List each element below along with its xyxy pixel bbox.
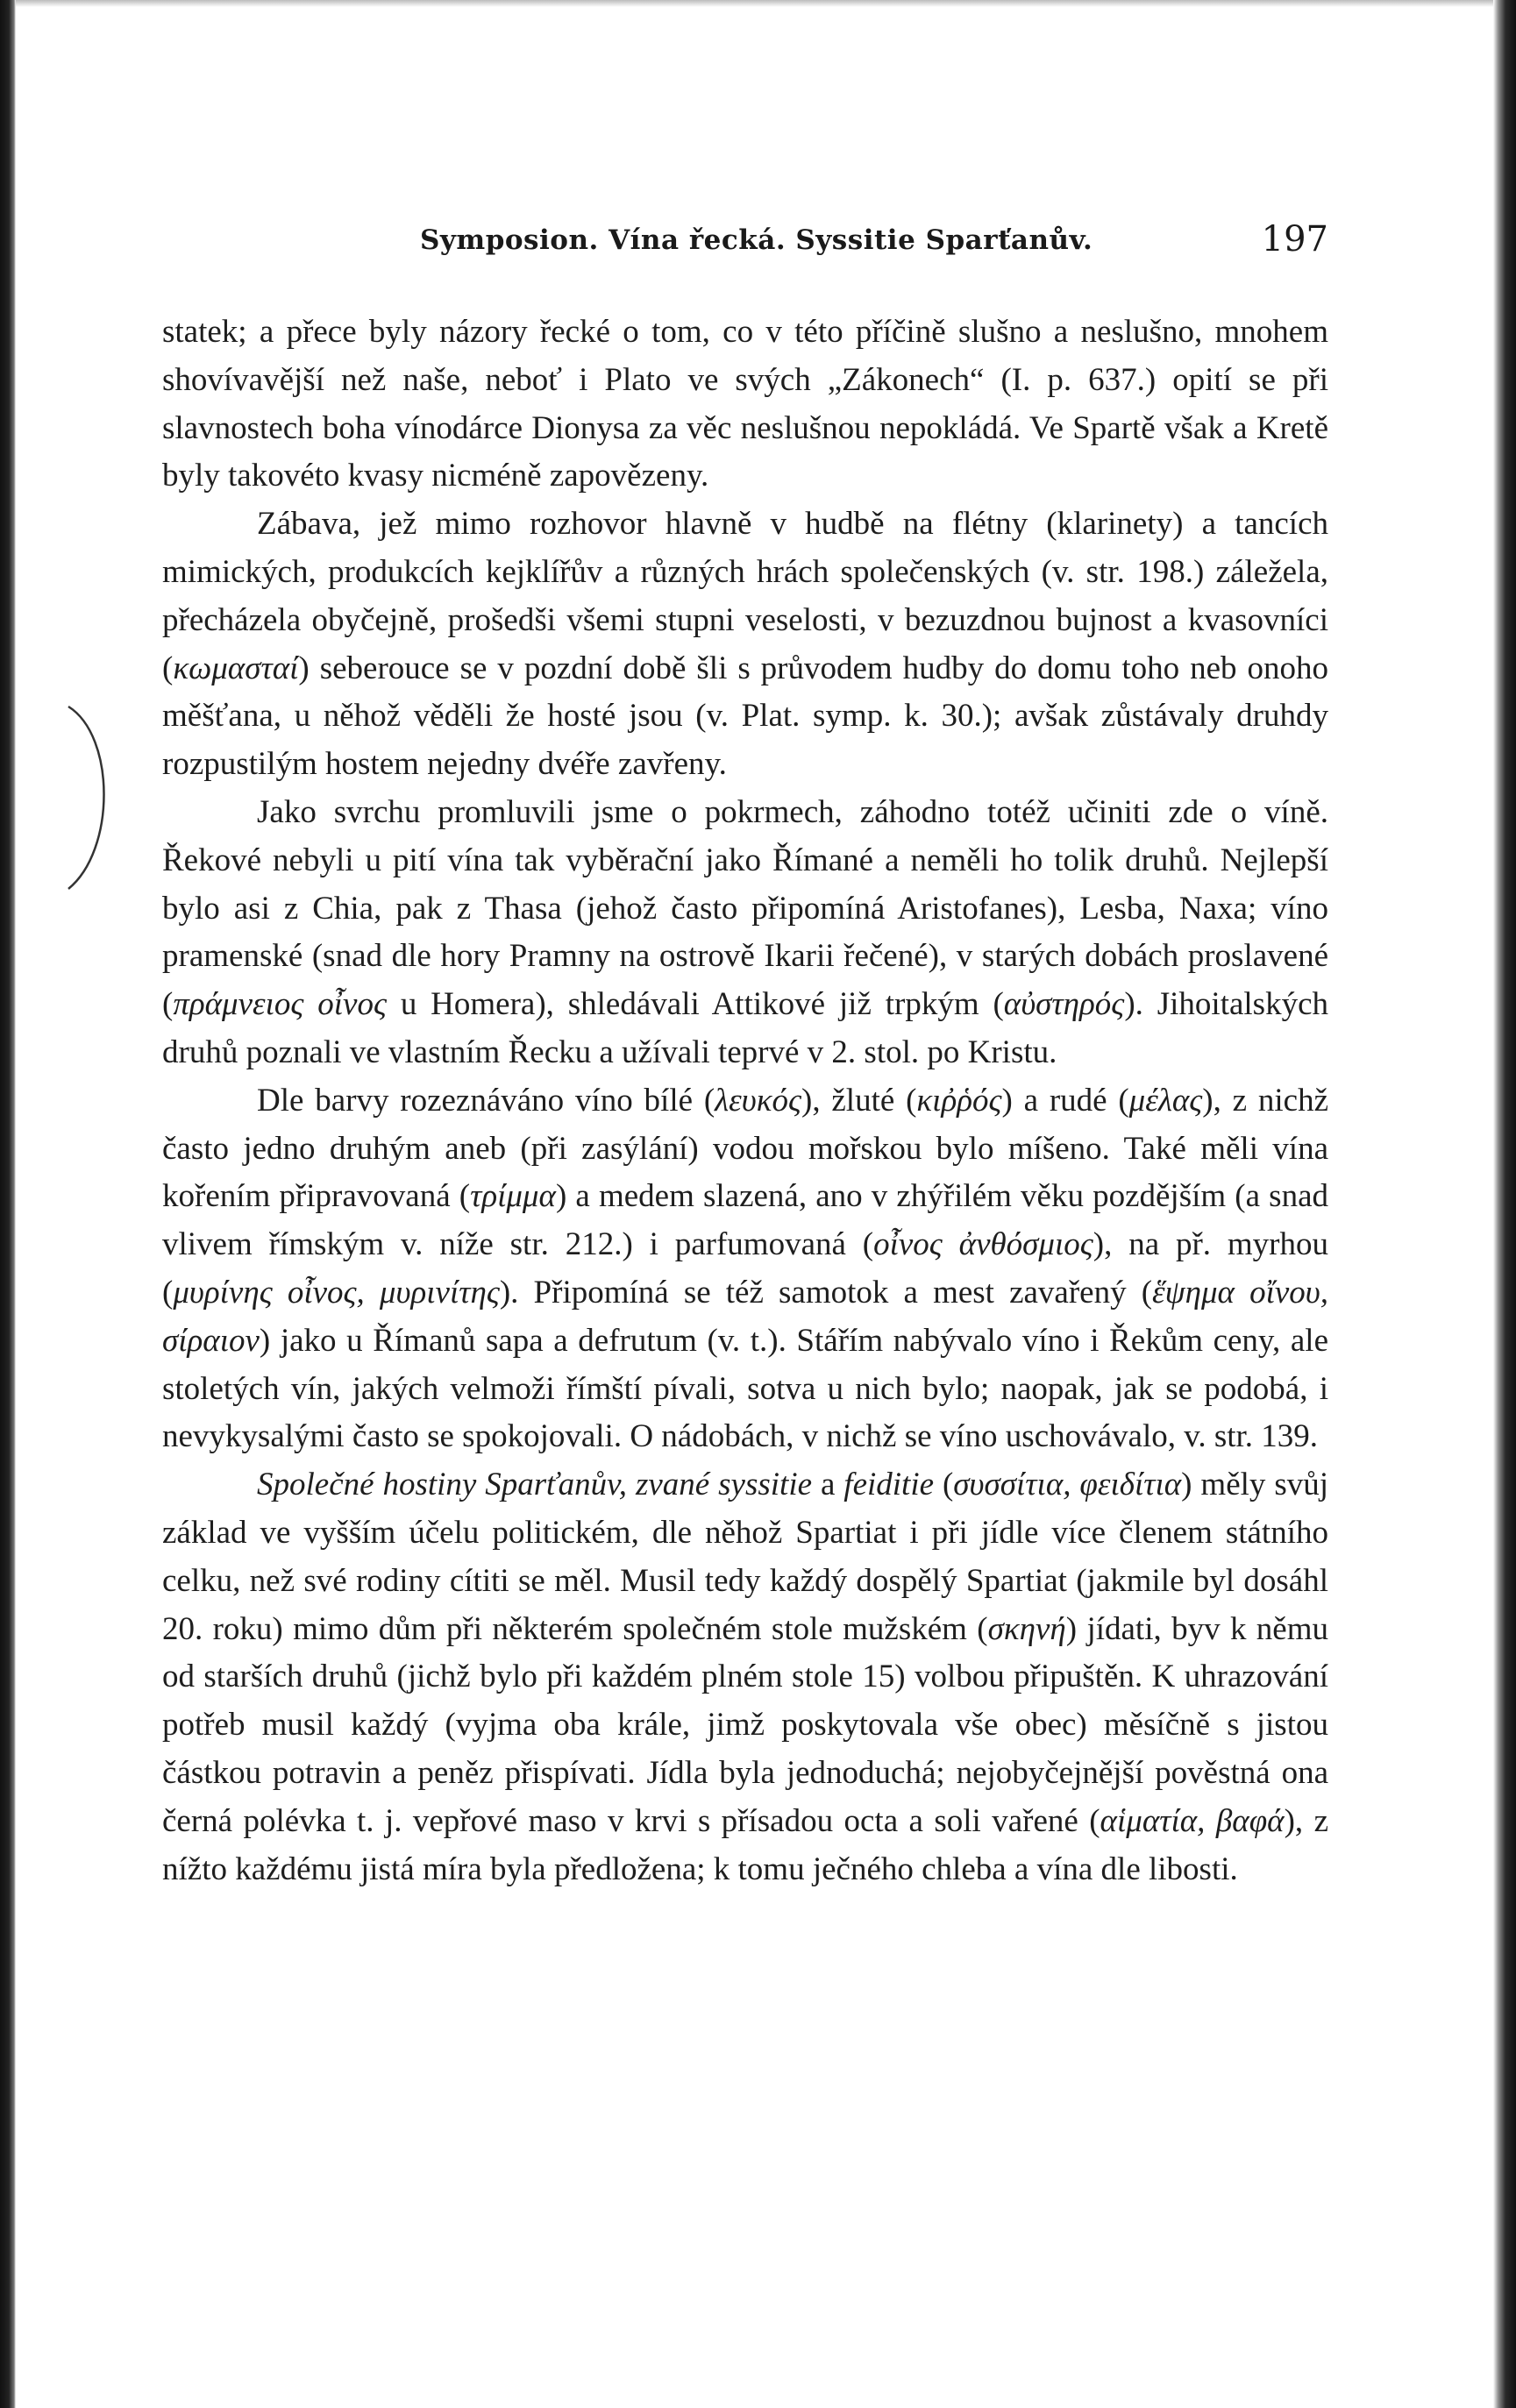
text-run: ) jídati, byv k němu od starších druhů (jichž bylo při každém plném stole 15) volbou připuštěn. K uhrazování potřeb musil každý (vyjma oba krále, jimž poskytovala vše obec) měsíčně s jistou částkou potravin a peněz přispívati. Jídla byla jednoduchá; nejobyčejnější pověstná ona černá polévka t. j. vepřové maso v krvi s přísadou octa a soli vařené ( xyxy=(162,1610,1328,1839)
greek-term: τρίμμα xyxy=(470,1178,556,1215)
running-title: Symposion. Vína řecká. Syssitie Sparťanův. xyxy=(420,224,1093,256)
text-run: ), na př. myrhou ( xyxy=(162,1226,1328,1311)
text-run: ). Jihoitalských druhů poznali ve vlastním Řecku a užívali teprvé v 2. stol. po Kristu. xyxy=(162,986,1328,1070)
greek-term: ἕψημα οἴνου, σίραιον xyxy=(162,1274,1328,1359)
text-run: ) a rudé ( xyxy=(1001,1082,1129,1119)
paragraph xyxy=(162,1077,1328,1461)
text-run: ) měly svůj základ ve vyšším účelu politickém, dle něhož Spartiat i při jídle více členem státního celku, než své rodiny cítiti se měl. Musil tedy každý dospělý Spartiat (jakmile byl dosáhl 20. roku) mimo dům při některém společném stole mužském ( xyxy=(162,1467,1328,1647)
text-run: ) a medem slazená, ano v zhýřilém věku pozdějším (a snad vlivem římským v. níže str. 212.) i parfumovaná ( xyxy=(162,1178,1328,1263)
greek-term: σκηνή xyxy=(987,1610,1066,1647)
paragraph xyxy=(162,309,1328,501)
paragraph xyxy=(162,789,1328,1077)
emphasized-term: Společné hostiny Sparťanův, zvané syssitie xyxy=(257,1467,813,1503)
greek-term: κιῤῥός xyxy=(916,1082,1002,1119)
greek-term: μέλας xyxy=(1128,1082,1203,1119)
text-run: a xyxy=(812,1467,844,1503)
binding-curve-mark xyxy=(61,701,123,894)
greek-term: αἱματία, βαφά xyxy=(1100,1802,1285,1839)
text-run: Jako svrchu promluvili jsme o pokrmech, záhodno totéž učiniti zde o víně. Řekové nebyli u pití vína tak vyběrační jako Římané a neměli ho tolik druhů. Nejlepší bylo asi z Chia, pak z Thasa (jehož často připomíná Aristofanes), Lesba, Naxa; víno pramenské (snad dle hory Pramny na ostrově Ikarii řečené), v starých dobách proslavené ( xyxy=(162,793,1328,1023)
greek-term: κωμασταί xyxy=(173,650,299,686)
text-run: u Homera), shledávali Attikové již trpkým ( xyxy=(386,986,1004,1023)
scan-left-edge xyxy=(0,0,16,2408)
text-run: Dle barvy rozeznáváno víno bílé ( xyxy=(257,1082,715,1119)
text-run: Zábava, jež mimo rozhovor hlavně v hudbě na flétny (klarinety) a tancích mimických, produkcích kejklířův a různých hrách společenských (v. str. 198.) záležela, přecházela obyčejně, prošedši všemi stupni veselosti, v bezuzdnou bujnost a kvasovníci ( xyxy=(162,506,1328,686)
paragraph xyxy=(162,501,1328,789)
text-run: ). Připomíná se též samotok a mest zavařený ( xyxy=(499,1274,1153,1311)
text-run: ), žluté ( xyxy=(801,1082,917,1119)
page-number: 197 xyxy=(1261,219,1328,259)
text-run: statek; a přece byly názory řecké o tom, co v této příčině slušno a neslušno, mnohem shovívavější než naše, neboť i Plato ve svých „Zákonech“ (I. p. 637.) opití se při slavnostech boha vínodárce Dionysa za věc neslušnou nepokládá. Ve Spartě však a Kretě byly takovéto kvasy nicméně zapovězeny. xyxy=(162,314,1328,494)
paragraph xyxy=(162,1461,1328,1893)
greek-term: αὐστηρός xyxy=(1003,986,1125,1023)
greek-term: μυρίνης οἶνος, μυρινίτης xyxy=(173,1274,500,1311)
scan-top-edge xyxy=(0,0,1516,7)
body-text xyxy=(162,309,1328,1893)
greek-term: λευκός xyxy=(715,1082,802,1119)
text-run: ) jako u Římanů sapa a defrutum (v. t.). Stářím nabývalo víno i Řekům ceny, ale stoletých vín, jakých velmoži římští pívali, sotva u nich bylo; naopak, jak se podobá, i nevykysalými často se spokojovali. O nádobách, v nichž se víno uschovávalo, v. str. 139. xyxy=(162,1322,1328,1455)
text-run: ), z nížto každému jistá míra byla předložena; k tomu ječného chleba a vína dle libosti. xyxy=(162,1802,1328,1887)
text-run: ) seberouce se v pozdní době šli s průvodem hudby do domu toho neb onoho měšťana, u něhož věděli že hosté jsou (v. Plat. symp. k. 30.); avšak zůstávaly druhdy rozpustilým hostem nejedny dvéře zavřeny. xyxy=(162,650,1328,783)
greek-term: συσσίτια, φειδίτια xyxy=(953,1467,1182,1503)
emphasized-term: feiditie xyxy=(843,1467,935,1503)
greek-term: οἶνος ἀνθόσμιος xyxy=(873,1226,1093,1263)
text-run: ), z nichž často jedno druhým aneb (při zasýlání) vodou mořskou bylo míšeno. Také měli vína kořením připravovaná ( xyxy=(162,1082,1329,1215)
running-head xyxy=(162,217,1328,266)
text-run: ( xyxy=(934,1467,954,1503)
greek-term: πράμνειος οἶνος xyxy=(173,986,387,1023)
scan-right-edge xyxy=(1493,0,1516,2408)
